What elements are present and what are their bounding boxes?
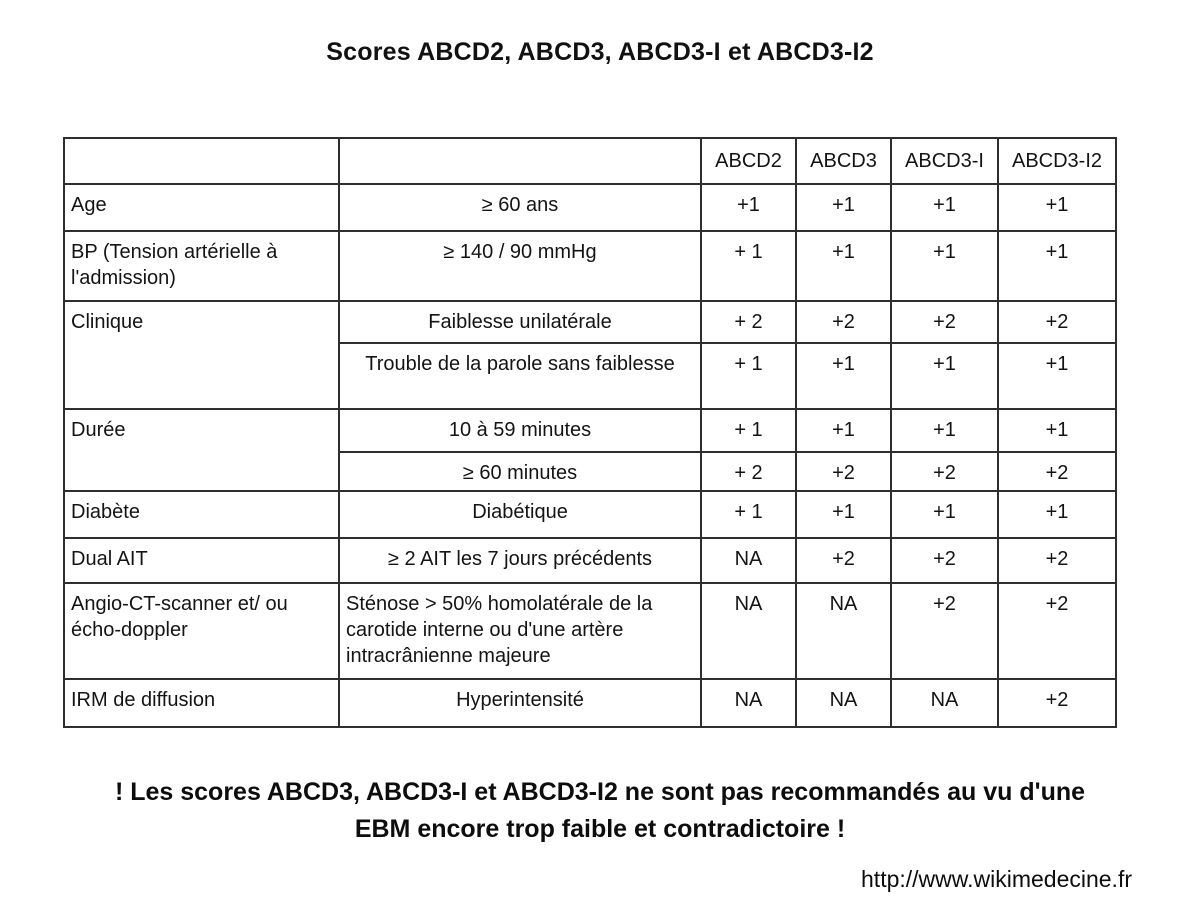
score-cell: NA	[891, 679, 998, 727]
table-row-duree-1	[64, 409, 1116, 452]
score-cell: +1	[796, 184, 891, 231]
score-cell: +2	[891, 301, 998, 343]
column-header-abcd3-i: ABCD3-I	[891, 138, 998, 184]
criterion-cell: Trouble de la parole sans faiblesse	[339, 343, 701, 409]
table-row-irm	[64, 679, 1116, 727]
criterion-cell: Sténose > 50% homolatérale de la carotide interne ou d'une artère intracrânienne majeure	[339, 583, 701, 679]
score-cell: + 1	[701, 409, 796, 452]
score-cell: + 1	[701, 491, 796, 538]
column-header-abcd2: ABCD2	[701, 138, 796, 184]
score-cell: +1	[891, 184, 998, 231]
page-title: Scores ABCD2, ABCD3, ABCD3-I et ABCD3-I2	[326, 38, 874, 66]
category-cell: Clinique	[64, 301, 339, 409]
criterion-cell: Hyperintensité	[339, 679, 701, 727]
criterion-cell: Faiblesse unilatérale	[339, 301, 701, 343]
table-row-clinique-1	[64, 301, 1116, 343]
category-cell: Durée	[64, 409, 339, 491]
score-cell: NA	[701, 679, 796, 727]
category-cell: IRM de diffusion	[64, 679, 339, 727]
criterion-cell: ≥ 140 / 90 mmHg	[339, 231, 701, 301]
score-cell: +2	[796, 538, 891, 583]
score-cell: +2	[998, 583, 1116, 679]
header-empty-criterion-cell	[339, 138, 701, 184]
score-cell: +1	[891, 343, 998, 409]
column-header-abcd3: ABCD3	[796, 138, 891, 184]
score-cell: +1	[796, 409, 891, 452]
table-row-angio	[64, 583, 1116, 679]
score-cell: NA	[701, 583, 796, 679]
score-cell: +1	[998, 231, 1116, 301]
score-cell: +2	[998, 301, 1116, 343]
score-cell: +2	[998, 679, 1116, 727]
score-cell: +1	[891, 231, 998, 301]
criterion-cell: ≥ 60 minutes	[339, 452, 701, 491]
score-cell: + 2	[701, 301, 796, 343]
category-cell: Angio-CT-scanner et/ ou écho-doppler	[64, 583, 339, 679]
criterion-cell: ≥ 60 ans	[339, 184, 701, 231]
category-cell: Diabète	[64, 491, 339, 538]
criterion-cell: Diabétique	[339, 491, 701, 538]
score-cell: +2	[891, 452, 998, 491]
category-cell: Age	[64, 184, 339, 231]
score-cell: +1	[998, 409, 1116, 452]
criterion-cell: ≥ 2 AIT les 7 jours précédents	[339, 538, 701, 583]
score-cell: +2	[998, 538, 1116, 583]
score-cell: NA	[796, 583, 891, 679]
table-row-age	[64, 184, 1116, 231]
score-cell: +2	[796, 301, 891, 343]
score-cell: +2	[796, 452, 891, 491]
table-row-bp	[64, 231, 1116, 301]
score-cell: +1	[796, 231, 891, 301]
criterion-cell: 10 à 59 minutes	[339, 409, 701, 452]
score-cell: +1	[891, 491, 998, 538]
score-cell: +1	[796, 343, 891, 409]
table-row-dual-ait	[64, 538, 1116, 583]
table-header-row	[64, 138, 1116, 184]
score-cell: +1	[701, 184, 796, 231]
score-cell: + 2	[701, 452, 796, 491]
score-cell: +1	[796, 491, 891, 538]
score-cell: NA	[796, 679, 891, 727]
score-cell: +1	[998, 343, 1116, 409]
warning-note	[0, 774, 1200, 848]
category-cell: Dual AIT	[64, 538, 339, 583]
score-cell: +1	[998, 491, 1116, 538]
source-url: http://www.wikimedecine.fr	[861, 866, 1132, 892]
score-cell: +1	[998, 184, 1116, 231]
column-header-abcd3-i2: ABCD3-I2	[998, 138, 1116, 184]
score-cell: +1	[891, 409, 998, 452]
score-cell: NA	[701, 538, 796, 583]
warning-line-1: ! Les scores ABCD3, ABCD3-I et ABCD3-I2 ne sont pas recommandés au vu d'une	[114, 778, 1086, 806]
score-cell: + 1	[701, 231, 796, 301]
score-cell: +2	[998, 452, 1116, 491]
score-cell: + 1	[701, 343, 796, 409]
table-row-diabete	[64, 491, 1116, 538]
score-cell: +2	[891, 583, 998, 679]
header-empty-category-cell	[64, 138, 339, 184]
warning-line-2: EBM encore trop faible et contradictoire !	[354, 815, 846, 843]
category-cell: BP (Tension artérielle à l'admission)	[64, 231, 339, 301]
score-cell: +2	[891, 538, 998, 583]
scores-table	[63, 137, 1117, 728]
